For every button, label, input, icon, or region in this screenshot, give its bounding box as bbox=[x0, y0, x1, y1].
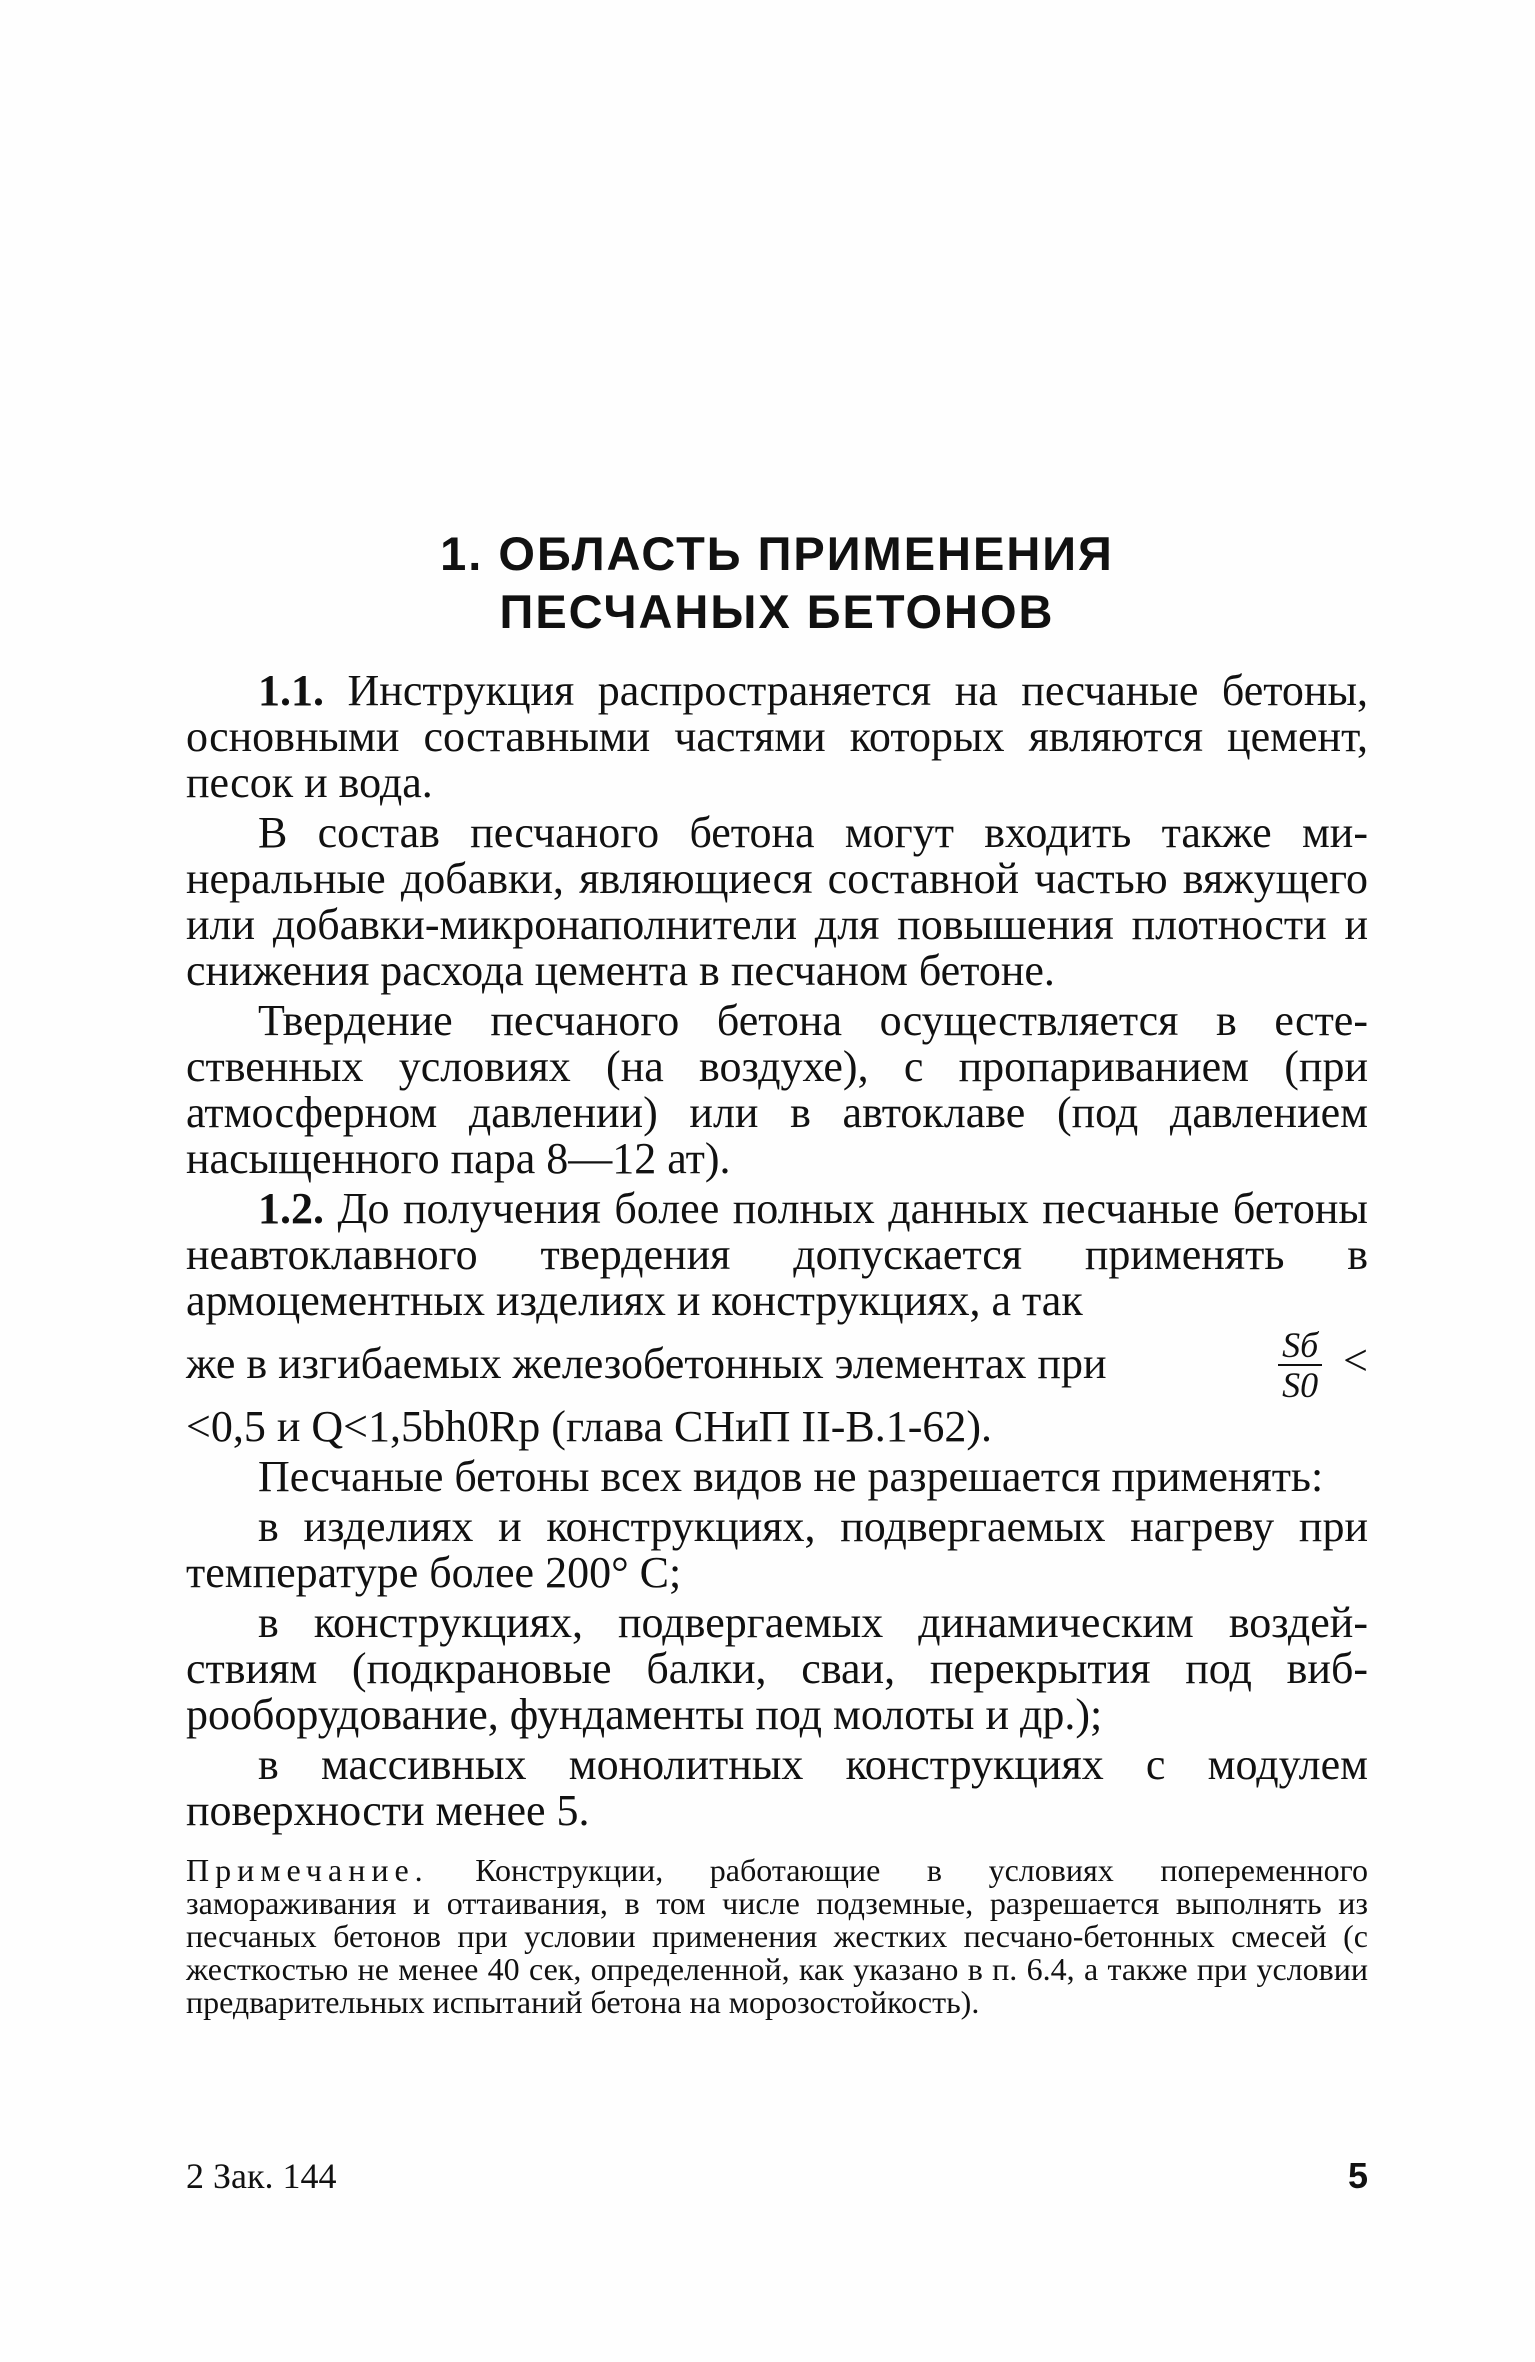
heading-line-1: 1. ОБЛАСТЬ ПРИМЕНЕНИЯ bbox=[440, 527, 1114, 580]
fraction-numerator: Sб bbox=[1278, 1326, 1322, 1366]
fraction-line bbox=[186, 1324, 1368, 1404]
clause-number: 1.2. bbox=[258, 1184, 324, 1233]
note-label: Примечание. bbox=[186, 1851, 429, 1888]
note bbox=[186, 1851, 1368, 2020]
paragraph-hardening: Твердение песчаного бетона осуществляется в естественных условиях (на воздухе), с пропариванием (при атмосферном давлении) или в автоклаве (под давлением насыщенного пара 8—12 ат). bbox=[186, 996, 1368, 1183]
fraction-denominator: S0 bbox=[1282, 1364, 1319, 1405]
clause-text: До получения более полных данных песчаные бетоны неавтоклавного твердения допускается применять в армоцементных изделиях и конструкциях, а так bbox=[186, 1184, 1368, 1325]
list-item: в изделиях и конструкциях, подвергаемых нагреву при температуре более 200° С; bbox=[186, 1501, 1368, 1597]
print-order: 2 Зак. 144 bbox=[186, 2156, 337, 2196]
paragraph-additives: В состав песчаного бетона могут входить также минеральные добавки, являющиеся составной частью вяжущего или добавки-микронаполнители для повышения плотности и снижения расхода цемента в песчаном бетоне. bbox=[186, 808, 1368, 995]
section-heading bbox=[186, 525, 1368, 641]
formula-continuation: <0,5 и Q<1,5bh0Rp (глава СНиП II-В.1-62). bbox=[186, 1401, 993, 1451]
page-number: 5 bbox=[1347, 2155, 1368, 2196]
fraction-line-text: же в изгибаемых железобетонных элементах при bbox=[186, 1338, 1107, 1388]
page-footer bbox=[186, 2155, 1368, 2197]
less-than-sign: < bbox=[1343, 1336, 1368, 1385]
body-text bbox=[186, 668, 1368, 2023]
note-text: Конструкции, работающие в условиях попеременного замораживания и оттаивания, в том числе подземные, разрешается выполнять из песчаных бетонов при условии применения жестких песчано-бетонных смесей (с жесткостью не менее 40 сек, определенной, как указано в п. 6.4, а также при условии предварительных испытаний бетона на морозостойкость). bbox=[186, 1851, 1368, 2020]
paragraph-prohibited: Песчаные бетоны всех видов не разрешается применять: bbox=[258, 1451, 1324, 1501]
list-item: в конструкциях, подвергаемых динамическим воздействиям (подкрановые балки, сваи, перекрытия под виброоборудование, фундаменты под молоты и др.); bbox=[186, 1597, 1368, 1739]
paragraph-1-1 bbox=[186, 668, 1368, 806]
fraction-group bbox=[1268, 1324, 1368, 1404]
reinforcement-ratio-fraction bbox=[1278, 1326, 1322, 1404]
list-item: в массивных монолитных конструкциях с модулем поверхности менее 5. bbox=[186, 1739, 1368, 1835]
paragraph-1-2 bbox=[186, 1186, 1368, 1324]
clause-text: Инструкция распространяется на песчаные бетоны, основными составными частями которых являются цемент, песок и вода. bbox=[186, 666, 1369, 807]
clause-number: 1.1. bbox=[258, 666, 324, 715]
document-page bbox=[186, 0, 1368, 2362]
heading-line-2: ПЕСЧАНЫХ БЕТОНОВ bbox=[499, 585, 1055, 638]
